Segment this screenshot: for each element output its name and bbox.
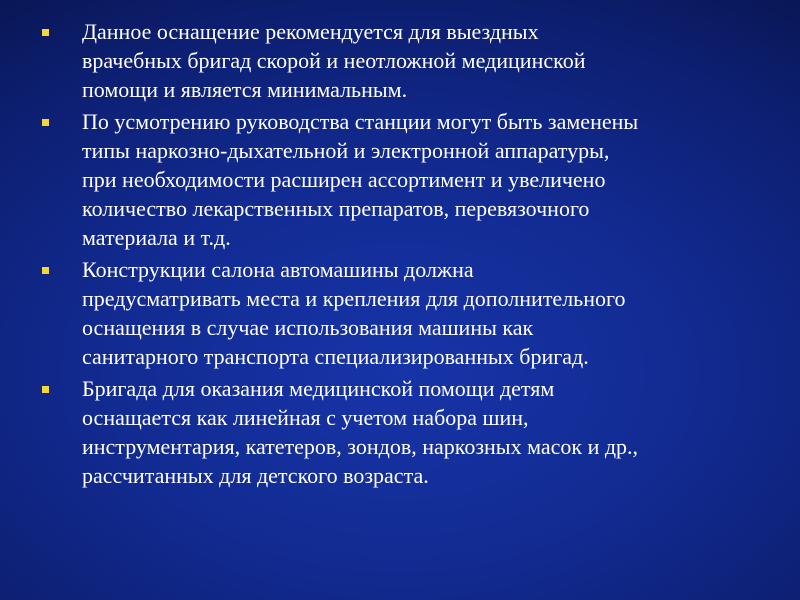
- bullet-text: Конструкции салона автомашины должна предусматривать места и крепления для дополнительного оснащения в случае использования машины как санитарного транспорта специализированных бригад.: [82, 257, 626, 369]
- bullet-text: Бригада для оказания медицинской помощи детям оснащается как линейная с учетом набора шин, инструментария, катетеров, зондов, наркозных масок и др., рассчитанных для детского возраста.: [82, 376, 639, 488]
- bullet-list: [42, 17, 762, 493]
- bullet-item: [42, 17, 762, 104]
- bullet-text: По усмотрению руководства станции могут быть заменены типы наркозно-дыхательной и электронной аппаратуры, при необходимости расширен ассортимент и увеличено количество лекарственных препаратов, перевязочного материала и т.д.: [82, 109, 639, 250]
- bullet-text: Данное оснащение рекомендуется для выездных врачебных бригад скорой и неотложной медицинской помощи и является минимальным.: [82, 19, 586, 102]
- bullet-item: [42, 374, 762, 490]
- bullet-item: [42, 107, 762, 252]
- square-bullet-icon: [42, 386, 49, 393]
- square-bullet-icon: [42, 29, 49, 36]
- square-bullet-icon: [42, 267, 49, 274]
- bullet-item: [42, 255, 762, 371]
- square-bullet-icon: [42, 119, 49, 126]
